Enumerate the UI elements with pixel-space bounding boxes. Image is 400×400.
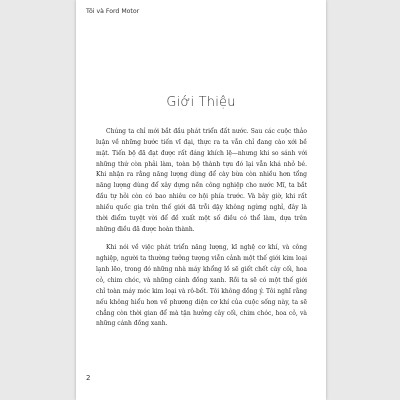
running-header: Tôi và Ford Motor [86, 8, 140, 15]
paragraph-2: Khi nói về việc phát triển năng lượng, kĩ nghệ cơ khí, và công nghiệp, người ta thường tưởng tượng viễn cảnh một thế giới kim loại lạnh lẽo, trong đó những nhà máy khổng lồ sẽ giết chết cây cối, hoa cỏ, chim chóc, và những cánh đồng xanh. Rồi ta sẽ có một thế giới chỉ toàn máy móc kim loại và rô-bốt. Tôi không đồng ý. Tôi nghĩ rằng nếu không hiểu hơn về phương diện cơ khí của cuộc sống này, ta sẽ chẳng còn thời gian để mà tận hưởng cây cối, chim chóc, hoa cỏ, và những cánh đồng xanh. [96, 244, 307, 328]
chapter-title: Giới Thiệu [166, 95, 236, 110]
page-number: 2 [86, 374, 91, 382]
book-page [76, 0, 326, 400]
body-text [96, 127, 307, 330]
paragraph-1: Chúng ta chỉ mới bắt đầu phát triển đất nước. Sau các cuộc thảo luận về những bước tiến vĩ đại, thực ra ta vẫn chỉ đang cào xới bề mặt. Tiến bộ đã đạt được rất đáng khích lệ—nhưng khi so sánh với những thứ còn phải làm, toàn bộ thành tựu đó lại vẫn khá nhỏ bé. Khi nhận ra rằng năng lượng dùng để cày bừa còn nhiều hơn tổng năng lượng dùng để xây dựng nền công nghiệp cho nước Mĩ, ta bắt đầu tự hỏi còn có bao nhiêu cơ hội phía trước. Và bây giờ, khi rất nhiều quốc gia trên thế giới đã trỗi dậy không ngừng nghỉ, đây là thời điểm tuyệt vời để đề xuất một số điều có thể làm, dựa trên những điều đã được hoàn thành. [96, 128, 307, 233]
